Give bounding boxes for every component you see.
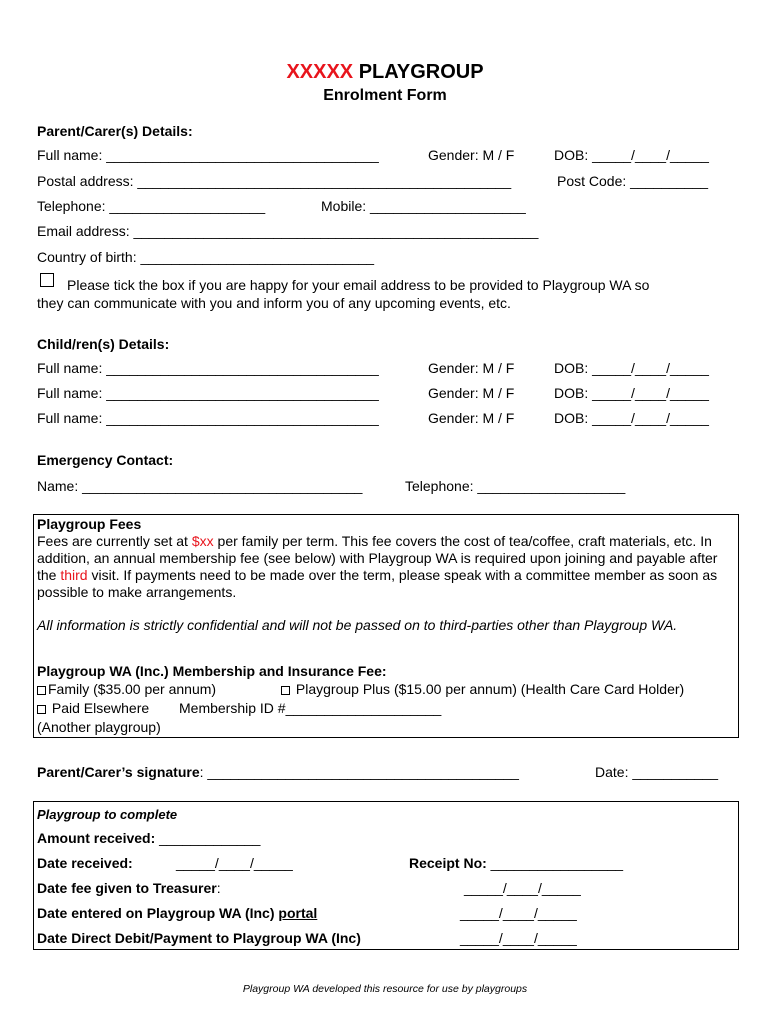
office-heading: Playgroup to complete — [37, 807, 178, 822]
fees-heading: Playgroup Fees — [37, 516, 142, 532]
treasurer-date-field[interactable]: _____/____/_____ — [464, 880, 581, 896]
child-3-dob-field[interactable]: DOB: _____/____/_____ — [554, 410, 709, 426]
fees-text-c: visit. If payments need to be made over the term, please speak with a committee member as soon as possible to make arrangements. — [37, 567, 718, 600]
fees-paragraph — [37, 533, 737, 601]
portal-date-label — [37, 905, 317, 921]
portal-link[interactable]: portal — [278, 905, 318, 921]
telephone-field[interactable]: Telephone: ____________________ — [37, 198, 266, 214]
date-received-field[interactable]: _____/____/_____ — [176, 855, 293, 871]
paid-elsewhere-label: Paid Elsewhere — [51, 700, 150, 716]
child-2-full-name-field[interactable]: Full name: ___________________________________ — [37, 385, 379, 401]
date-received-label: Date received: — [37, 855, 133, 871]
treasurer-colon: : — [216, 880, 221, 896]
form-subtitle: Enrolment Form — [323, 87, 447, 104]
footer-note: Playgroup WA developed this resource for use by playgroups — [242, 983, 528, 995]
family-option[interactable] — [37, 681, 216, 697]
amount-received-field[interactable] — [37, 830, 260, 846]
email-consent-text-line2: they can communicate with you and inform you of any upcoming events, etc. — [37, 295, 511, 311]
receipt-no-line[interactable]: _________________ — [486, 855, 624, 871]
emergency-name-field[interactable]: Name: ____________________________________ — [37, 478, 363, 494]
receipt-no-field[interactable] — [409, 855, 623, 871]
receipt-no-label: Receipt No: — [409, 855, 487, 871]
family-checkbox[interactable] — [37, 686, 46, 695]
child-2-gender-field[interactable]: Gender: M / F — [428, 385, 515, 401]
child-3-gender-field[interactable]: Gender: M / F — [428, 410, 515, 426]
fees-text-b: per family per term. This fee covers the cost of tea/coffee, craft materials, etc. In addition, an annual membership fee (see below) with Playgroup WA is required upon joining and payable after the — [37, 533, 718, 583]
treasurer-date-label — [37, 880, 221, 896]
emergency-telephone-field[interactable]: Telephone: ___________________ — [405, 478, 626, 494]
title-text: PLAYGROUP — [353, 61, 484, 83]
fees-third-visit: third — [60, 567, 88, 583]
amount-received-line[interactable]: _____________ — [155, 830, 261, 846]
email-consent-text-line1: Please tick the box if you are happy for your email address to be provided to Playgroup WA so — [67, 277, 650, 293]
children-heading: Child/ren(s) Details: — [37, 336, 170, 352]
paid-elsewhere-option[interactable] — [37, 700, 149, 716]
direct-debit-label: Date Direct Debit/Payment to Playgroup WA (Inc) — [37, 930, 361, 946]
signature-label: Parent/Carer’s signature — [37, 764, 200, 780]
family-label: Family ($35.00 per annum) — [48, 681, 217, 697]
mobile-field[interactable]: Mobile: ____________________ — [321, 198, 526, 214]
fee-amount: $xx — [191, 533, 214, 549]
playgroup-plus-label: Playgroup Plus ($15.00 per annum) (Health Care Card Holder) — [295, 681, 685, 697]
portal-date-field[interactable]: _____/____/_____ — [460, 905, 577, 921]
playgroup-plus-option[interactable] — [281, 681, 684, 697]
portal-label-text: Date entered on Playgroup WA (Inc) — [37, 905, 279, 921]
country-of-birth-field[interactable]: Country of birth: ______________________________ — [37, 249, 375, 265]
signature-date-field[interactable]: Date: ___________ — [595, 764, 718, 780]
child-2-dob-field[interactable]: DOB: _____/____/_____ — [554, 385, 709, 401]
child-1-full-name-field[interactable]: Full name: ___________________________________ — [37, 360, 379, 376]
form-title — [0, 61, 770, 84]
paid-elsewhere-checkbox[interactable] — [37, 705, 46, 714]
confidential-notice: All information is strictly confidential and will not be passed on to third-parties other than Playgroup WA. — [37, 617, 678, 633]
membership-id-field[interactable]: Membership ID #____________________ — [179, 700, 442, 716]
amount-received-label: Amount received: — [37, 830, 156, 846]
parent-gender-field[interactable]: Gender: M / F — [428, 147, 515, 163]
emergency-heading: Emergency Contact: — [37, 452, 174, 468]
child-3-full-name-field[interactable]: Full name: ___________________________________ — [37, 410, 379, 426]
signature-line[interactable]: : ________________________________________ — [199, 764, 519, 780]
playgroup-name-placeholder: XXXXX — [286, 61, 354, 83]
post-code-field[interactable]: Post Code: __________ — [557, 173, 709, 189]
another-playgroup-note: (Another playgroup) — [37, 719, 161, 735]
parent-dob-field[interactable]: DOB: _____/____/_____ — [554, 147, 709, 163]
office-use-box — [33, 801, 739, 950]
email-consent-checkbox[interactable] — [40, 273, 54, 287]
parent-full-name-field[interactable]: Full name: ___________________________________ — [37, 147, 379, 163]
email-field[interactable]: Email address: ____________________________________________________ — [37, 223, 539, 239]
fees-text-a: Fees are currently set at — [37, 533, 192, 549]
child-1-gender-field[interactable]: Gender: M / F — [428, 360, 515, 376]
membership-heading: Playgroup WA (Inc.) Membership and Insurance Fee: — [37, 663, 387, 679]
playgroup-plus-checkbox[interactable] — [281, 686, 290, 695]
signature-field[interactable] — [37, 764, 519, 780]
parent-heading: Parent/Carer(s) Details: — [37, 123, 193, 139]
child-1-dob-field[interactable]: DOB: _____/____/_____ — [554, 360, 709, 376]
treasurer-label-text: Date fee given to Treasurer — [37, 880, 217, 896]
direct-debit-date-field[interactable]: _____/____/_____ — [460, 930, 577, 946]
postal-address-field[interactable]: Postal address: ________________________________________________ — [37, 173, 512, 189]
